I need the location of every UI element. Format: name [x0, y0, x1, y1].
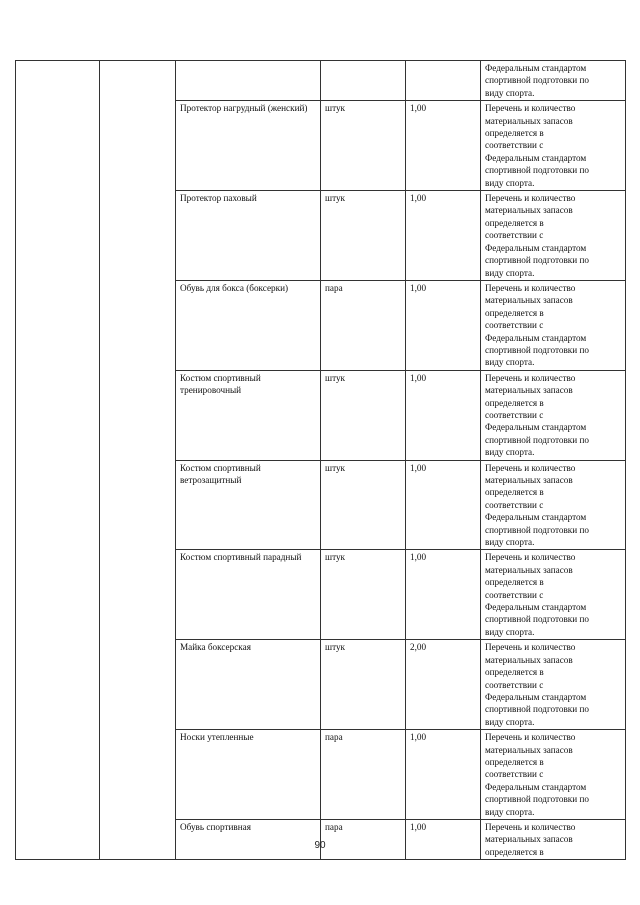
quantity-cell: 1,00: [406, 819, 481, 859]
note-line: определяется в: [485, 307, 544, 318]
note-line: Перечень и количество: [485, 103, 576, 114]
note-line: виду спорта.: [485, 357, 535, 368]
note-cell: [481, 640, 626, 730]
note-line: соответствии с: [485, 230, 544, 241]
note-line: спортивной подготовки по: [485, 524, 589, 535]
note-line: Федеральным стандартом: [485, 602, 587, 613]
note-line: определяется в: [485, 217, 544, 228]
subsection-cell: [100, 61, 176, 860]
table-row: [16, 61, 626, 101]
note-line: виду спорта.: [485, 716, 535, 727]
note-cell: [481, 730, 626, 820]
unit-cell: штук: [321, 370, 406, 460]
note-line: спортивной подготовки по: [485, 704, 589, 715]
note-line: Федеральным стандартом: [485, 691, 587, 702]
quantity-cell: 1,00: [406, 550, 481, 640]
note-line: спортивной подготовки по: [485, 794, 589, 805]
note-cell: [481, 191, 626, 281]
note-line: определяется в: [485, 846, 544, 857]
note-line: определяется в: [485, 667, 544, 678]
note-line: соответствии с: [485, 320, 544, 331]
note-line: Федеральным стандартом: [485, 512, 587, 523]
table-body: [16, 61, 626, 860]
unit-cell: штук: [321, 550, 406, 640]
note-line: определяется в: [485, 577, 544, 588]
note-line: Федеральным стандартом: [485, 63, 587, 73]
note-cell: [481, 460, 626, 550]
note-line: материальных запасов: [485, 475, 573, 485]
unit-cell: штук: [321, 460, 406, 550]
equipment-table: [15, 60, 626, 860]
quantity-cell: 1,00: [406, 280, 481, 370]
note-line: Федеральным стандартом: [485, 242, 587, 253]
quantity-cell: 1,00: [406, 460, 481, 550]
unit-cell: штук: [321, 640, 406, 730]
note-line: Федеральным стандартом: [485, 332, 587, 343]
note-line: виду спорта.: [485, 626, 535, 637]
note-line: спортивной подготовки по: [485, 614, 589, 625]
note-line: соответствии с: [485, 679, 544, 690]
note-cell: [481, 550, 626, 640]
note-line: Перечень и количество: [485, 732, 576, 743]
note-line: материальных запасов: [485, 654, 573, 665]
quantity-cell: 2,00: [406, 640, 481, 730]
note-line: спортивной подготовки по: [485, 344, 589, 355]
item-name-cell: Носки утепленные: [176, 730, 321, 820]
note-line: определяется в: [485, 128, 544, 139]
quantity-cell: 1,00: [406, 101, 481, 191]
note-line: Перечень и количество: [485, 372, 576, 383]
note-line: виду спорта.: [485, 87, 535, 98]
item-name-cell: [176, 61, 321, 101]
note-line: виду спорта.: [485, 537, 535, 548]
item-name-cell: Обувь спортивная: [176, 819, 321, 859]
item-name-cell: Майка боксерская: [176, 640, 321, 730]
note-line: материальных запасов: [485, 834, 573, 845]
unit-cell: [321, 61, 406, 101]
note-line: виду спорта.: [485, 806, 535, 817]
note-line: определяется в: [485, 487, 544, 498]
note-line: Федеральным стандартом: [485, 152, 587, 163]
note-line: Перечень и количество: [485, 642, 576, 653]
note-line: соответствии с: [485, 589, 544, 600]
quantity-cell: 1,00: [406, 191, 481, 281]
unit-cell: пара: [321, 280, 406, 370]
note-line: определяется в: [485, 397, 544, 408]
unit-cell: штук: [321, 191, 406, 281]
note-line: соответствии с: [485, 409, 544, 420]
page-number: 90: [314, 840, 326, 851]
note-line: материальных запасов: [485, 564, 573, 575]
note-line: соответствии с: [485, 140, 544, 151]
note-line: материальных запасов: [485, 744, 573, 755]
quantity-cell: 1,00: [406, 370, 481, 460]
note-line: материальных запасов: [485, 205, 573, 216]
note-line: материальных запасов: [485, 295, 573, 306]
item-name-cell: Костюм спортивный парадный: [176, 550, 321, 640]
note-line: определяется в: [485, 756, 544, 767]
note-cell: [481, 101, 626, 191]
item-name-cell: Протектор паховый: [176, 191, 321, 281]
note-line: материальных запасов: [485, 385, 573, 396]
note-line: спортивной подготовки по: [485, 434, 589, 445]
note-line: виду спорта.: [485, 177, 535, 188]
note-cell: [481, 280, 626, 370]
item-name-cell: Костюм спортивный ветрозащитный: [176, 460, 321, 550]
note-line: Перечень и количество: [485, 282, 576, 293]
unit-cell: штук: [321, 101, 406, 191]
note-line: виду спорта.: [485, 447, 535, 458]
note-cell: [481, 370, 626, 460]
quantity-cell: 1,00: [406, 730, 481, 820]
note-line: Федеральным стандартом: [485, 781, 587, 792]
item-name-cell: Обувь для бокса (боксерки): [176, 280, 321, 370]
item-name-cell: Протектор нагрудный (женский): [176, 101, 321, 191]
note-line: соответствии с: [485, 769, 544, 780]
note-line: соответствии с: [485, 499, 544, 510]
unit-cell: пара: [321, 819, 406, 859]
note-line: Перечень и количество: [485, 462, 576, 473]
quantity-cell: [406, 61, 481, 101]
note-line: Перечень и количество: [485, 193, 576, 204]
item-name-cell: Костюм спортивный тренировочный: [176, 370, 321, 460]
section-cell: [16, 61, 100, 860]
note-line: спортивной подготовки по: [485, 75, 589, 86]
note-cell: [481, 61, 626, 101]
note-line: Перечень и количество: [485, 821, 576, 832]
note-line: Перечень и количество: [485, 552, 576, 563]
note-line: спортивной подготовки по: [485, 255, 589, 266]
note-line: материальных запасов: [485, 115, 573, 126]
unit-cell: пара: [321, 730, 406, 820]
note-line: спортивной подготовки по: [485, 165, 589, 176]
note-line: виду спорта.: [485, 267, 535, 278]
note-line: Федеральным стандартом: [485, 422, 587, 433]
